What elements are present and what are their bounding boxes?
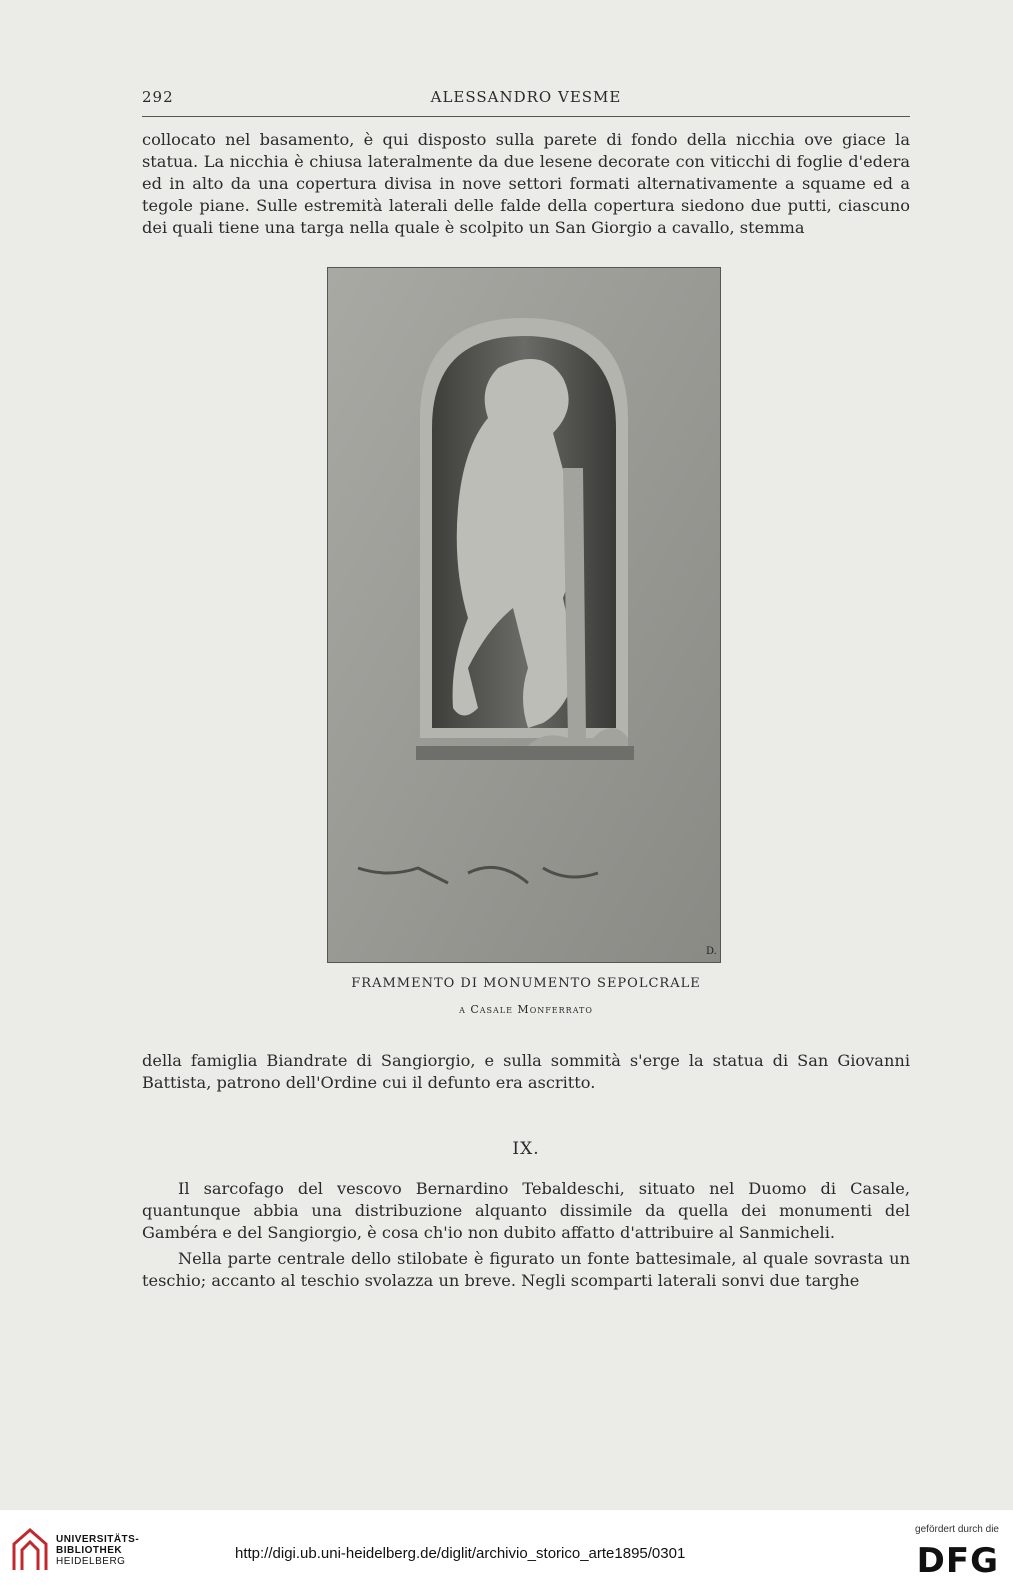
- permalink-url[interactable]: http://digi.ub.uni-heidelberg.de/diglit/archivio_storico_arte1895/0301: [235, 1545, 686, 1562]
- paragraph-4: Nella parte centrale dello stilobate è figurato un fonte battesimale, al quale sovrasta un teschio; accanto al teschio svolazza un breve. Negli scomparti laterali sonvi due targhe: [142, 1249, 910, 1290]
- library-name-line-3: HEIDELBERG: [56, 1556, 126, 1567]
- running-title: ALESSANDRO VESME: [430, 88, 622, 106]
- relief-photo-illustration: [328, 268, 721, 963]
- university-library-logo-icon[interactable]: [10, 1526, 50, 1574]
- funding-credit: gefördert durch die: [915, 1524, 999, 1535]
- paragraph-3: Il sarcofago del vescovo Bernardino Tebaldeschi, situato nel Duomo di Casale, quantunque abbia una distribuzione alquanto dissimile da quella dei monumenti del Gambéra e del Sangiorgio, è cosa ch'io non dubito affatto d'attribuire al Sanmicheli.: [142, 1179, 910, 1242]
- header-rule: [142, 116, 910, 117]
- paragraph-2: della famiglia Biandrate di Sangiorgio, e sulla sommità s'erge la statua di San Giovanni Battista, patrono dell'Ordine cui il defunto era ascritto.: [142, 1051, 910, 1092]
- library-name-line-2: BIBLIOTHEK: [56, 1545, 123, 1556]
- library-name-line-1: UNIVERSITÄTS-: [56, 1534, 140, 1545]
- section-number: IX.: [512, 1139, 540, 1159]
- page-number: 292: [142, 88, 174, 106]
- figure-caption-subtitle: a Casale Monferrato: [459, 1003, 593, 1016]
- figure-photograph: [327, 267, 721, 963]
- viewer-footer: [0, 1510, 1013, 1591]
- dfg-logo[interactable]: DFG: [916, 1541, 999, 1581]
- university-library-name[interactable]: [56, 1534, 139, 1567]
- paragraph-1: collocato nel basamento, è qui disposto sulla parete di fondo della nicchia ove giace la statua. La nicchia è chiusa lateralmente da due lesene decorate con viticchi di foglie d'edera ed in alto da una copertura divisa in nove settori formati alternativamente a squame ed a tegole piane. Sulle estremità laterali delle falde della copertura siedono due putti, ciascuno dei quali tiene una targa nella quale è scolpito un San Giorgio a cavallo, stemma: [142, 130, 910, 237]
- running-head: [142, 88, 910, 112]
- figure-caption-title: FRAMMENTO DI MONUMENTO SEPOLCRALE: [351, 976, 701, 991]
- artist-signature: D.: [706, 946, 717, 957]
